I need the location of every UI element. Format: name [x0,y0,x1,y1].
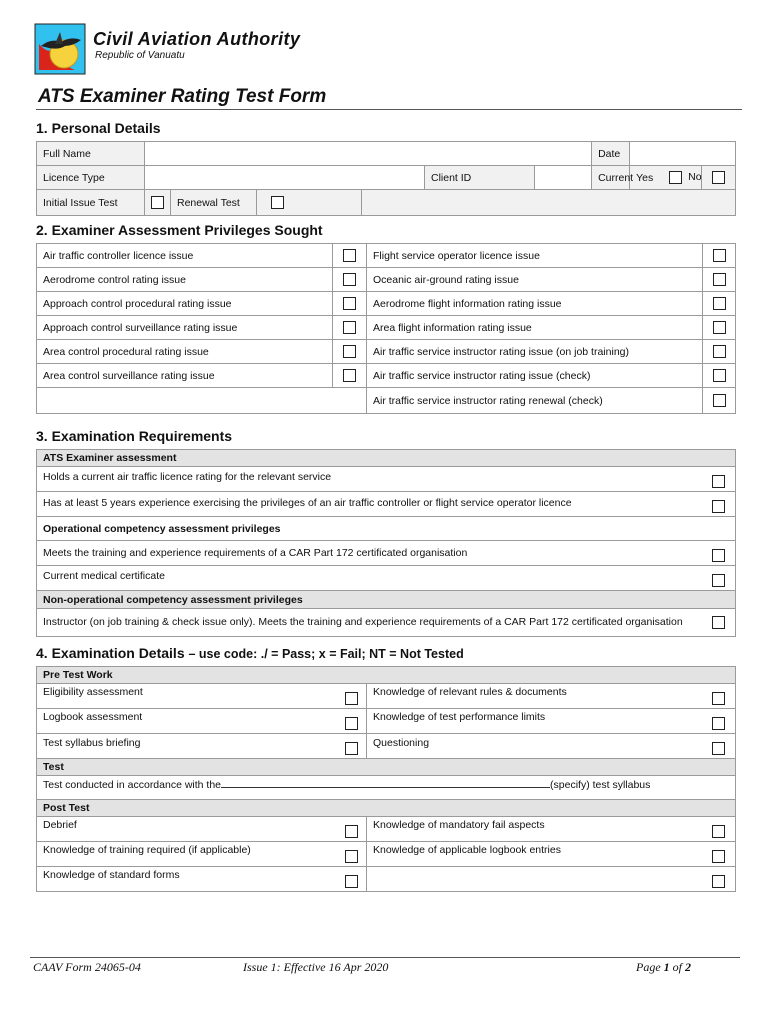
section-2-title: 2. Examiner Assessment Privileges Sought [36,222,323,238]
section-3-title: 3. Examination Requirements [36,428,233,444]
renewal-label: Renewal Test [171,190,257,216]
pre-test-work-header: Pre Test Work [37,667,736,684]
privilege-right-cell [703,292,736,316]
requirement-label: Instructor (on job training & check issue only). Meets the training and experience requirements of a CAR Part 172 certificated organisation [37,609,703,637]
post-test-right-checkbox[interactable] [712,825,725,838]
pre-test-right-cell [703,709,736,734]
test-syllabus-suffix: (specify) test syllabus [550,779,651,791]
pre-test-right-label: Knowledge of test performance limits [367,709,703,734]
privilege-left-checkbox[interactable] [343,321,356,334]
post-test-header: Post Test [37,800,736,817]
current-yes-checkbox[interactable] [669,171,682,184]
page-indicator [636,960,691,975]
privilege-right-checkbox[interactable] [713,321,726,334]
current-yes-cell [667,166,702,190]
requirement-label: Current medical certificate [37,566,703,591]
requirement-label: Has at least 5 years experience exercising the privileges of an air traffic controller or flight service operator licence [37,492,703,517]
title-divider [36,109,742,110]
privilege-right-label: Air traffic service instructor rating issue (check) [367,364,703,388]
post-test-left-checkbox[interactable] [345,875,358,888]
post-test-right-empty [367,867,703,892]
client-id-label: Client ID [425,166,535,190]
privilege-right-cell [703,316,736,340]
privilege-left-checkbox[interactable] [343,369,356,382]
form-title: ATS Examiner Rating Test Form [38,86,327,107]
privilege-right-label: Area flight information rating issue [367,316,703,340]
current-label: Current [592,166,630,190]
date-label: Date [592,142,630,166]
privilege-left-cell [333,268,367,292]
privilege-right-cell [703,244,736,268]
requirement-checkbox[interactable] [712,500,725,513]
requirements-table [36,449,736,637]
organisation-country: Republic of Vanuatu [95,50,185,61]
page-of: of [669,960,685,974]
requirement-cell [703,566,736,591]
section-4-title [36,645,464,661]
organisation-name: Civil Aviation Authority [93,29,301,49]
requirement-cell [703,609,736,637]
privilege-left-cell [333,364,367,388]
post-test-right-label: Knowledge of mandatory fail aspects [367,817,703,842]
caa-vanuatu-logo [35,24,85,74]
pre-test-left-cell [337,734,367,759]
requirement-checkbox[interactable] [712,475,725,488]
test-syllabus-blank[interactable] [221,778,550,788]
requirement-checkbox[interactable] [712,549,725,562]
privilege-left-checkbox[interactable] [343,273,356,286]
current-no-checkbox[interactable] [712,171,725,184]
privilege-right-checkbox[interactable] [713,345,726,358]
privilege-left-checkbox[interactable] [343,345,356,358]
personal-filler [362,190,736,216]
privilege-right-label: Air traffic service instructor rating issue (on job training) [367,340,703,364]
requirement-cell [703,467,736,492]
post-test-left-label: Knowledge of standard forms [37,867,337,892]
privilege-left-cell [333,316,367,340]
requirement-checkbox[interactable] [712,616,725,629]
pre-test-right-checkbox[interactable] [712,742,725,755]
privilege-right-label: Air traffic service instructor rating renewal (check) [367,388,703,414]
non-operational-competency-header: Non-operational competency assessment privileges [37,591,736,609]
privilege-right-cell [703,388,736,414]
page-number: 1 [663,960,670,974]
pre-test-right-cell [703,734,736,759]
privilege-left-label: Area control surveillance rating issue [37,364,333,388]
pre-test-right-checkbox[interactable] [712,717,725,730]
privilege-left-label: Approach control procedural rating issue [37,292,333,316]
post-test-left-cell [337,867,367,892]
privilege-right-cell [703,364,736,388]
post-test-right-cell [703,842,736,867]
privilege-right-cell [703,340,736,364]
requirement-cell [703,541,736,566]
post-test-left-cell [337,817,367,842]
pre-test-left-checkbox[interactable] [345,717,358,730]
pre-test-left-label: Test syllabus briefing [37,734,337,759]
privilege-right-label: Aerodrome flight information rating issue [367,292,703,316]
result-code-note: – use code: ./ = Pass; x = Fail; NT = Not Tested [188,647,464,661]
post-test-left-cell [337,842,367,867]
privilege-right-label: Flight service operator licence issue [367,244,703,268]
personal-details-table [36,141,736,216]
post-test-left-label: Debrief [37,817,337,842]
privilege-left-checkbox[interactable] [343,249,356,262]
operational-competency-header: Operational competency assessment privileges [37,517,736,541]
privilege-right-checkbox[interactable] [713,249,726,262]
pre-test-left-cell [337,709,367,734]
footer-divider [30,957,740,958]
requirement-checkbox[interactable] [712,574,725,587]
privilege-right-label: Oceanic air-ground rating issue [367,268,703,292]
client-id-field[interactable] [535,166,592,190]
ats-examiner-header: ATS Examiner assessment [37,450,736,467]
privilege-right-checkbox[interactable] [713,297,726,310]
examination-details-table [36,666,736,892]
privilege-right-checkbox[interactable] [713,273,726,286]
privilege-right-checkbox[interactable] [713,394,726,407]
privilege-left-checkbox[interactable] [343,297,356,310]
initial-issue-checkbox[interactable] [151,196,164,209]
renewal-checkbox[interactable] [271,196,284,209]
date-field[interactable] [630,142,736,166]
pre-test-left-cell [337,684,367,709]
requirement-label: Holds a current air traffic licence rating for the relevant service [37,467,703,492]
licence-type-label: Licence Type [37,166,145,190]
current-yes-label: Yes [630,166,667,190]
privilege-left-label: Air traffic controller licence issue [37,244,333,268]
issue-date: Issue 1: Effective 16 Apr 2020 [243,960,389,974]
page-prefix: Page [636,960,664,974]
form-number: CAAV Form 24065-04 [33,960,141,974]
initial-issue-label: Initial Issue Test [37,190,145,216]
post-test-left-checkbox[interactable] [345,850,358,863]
licence-type-field[interactable] [145,166,425,190]
privilege-left-cell [333,340,367,364]
full-name-label: Full Name [37,142,145,166]
privileges-table [36,243,736,414]
renewal-cell [257,190,362,216]
initial-issue-cell [145,190,171,216]
pre-test-right-label: Questioning [367,734,703,759]
full-name-field[interactable] [145,142,592,166]
privilege-right-cell [703,268,736,292]
privilege-left-label: Area control procedural rating issue [37,340,333,364]
test-header: Test [37,759,736,776]
pre-test-left-checkbox[interactable] [345,742,358,755]
privilege-right-checkbox[interactable] [713,369,726,382]
pre-test-right-cell [703,684,736,709]
post-test-right-cell [703,817,736,842]
test-syllabus-text: Test conducted in accordance with the [43,779,222,791]
current-no-label: No [688,171,702,184]
page-total: 2 [685,960,691,974]
post-test-right-checkbox[interactable] [712,875,725,888]
current-no-cell [702,166,736,190]
section-4-title-text: 4. Examination Details [36,645,185,661]
requirement-cell [703,492,736,517]
pre-test-left-label: Logbook assessment [37,709,337,734]
pre-test-right-label: Knowledge of relevant rules & documents [367,684,703,709]
post-test-right-label: Knowledge of applicable logbook entries [367,842,703,867]
privilege-left-cell [333,292,367,316]
post-test-right-checkbox[interactable] [712,850,725,863]
test-syllabus-row [37,776,736,800]
privilege-left-cell [333,244,367,268]
pre-test-left-label: Eligibility assessment [37,684,337,709]
post-test-right-cell [703,867,736,892]
privilege-left-label: Approach control surveillance rating issue [37,316,333,340]
pre-test-right-checkbox[interactable] [712,692,725,705]
post-test-left-label: Knowledge of training required (if applicable) [37,842,337,867]
pre-test-left-checkbox[interactable] [345,692,358,705]
section-1-title: 1. Personal Details [36,120,161,136]
post-test-left-checkbox[interactable] [345,825,358,838]
privilege-left-empty [37,388,367,414]
privilege-left-label: Aerodrome control rating issue [37,268,333,292]
requirement-label: Meets the training and experience requirements of a CAR Part 172 certificated organisation [37,541,703,566]
